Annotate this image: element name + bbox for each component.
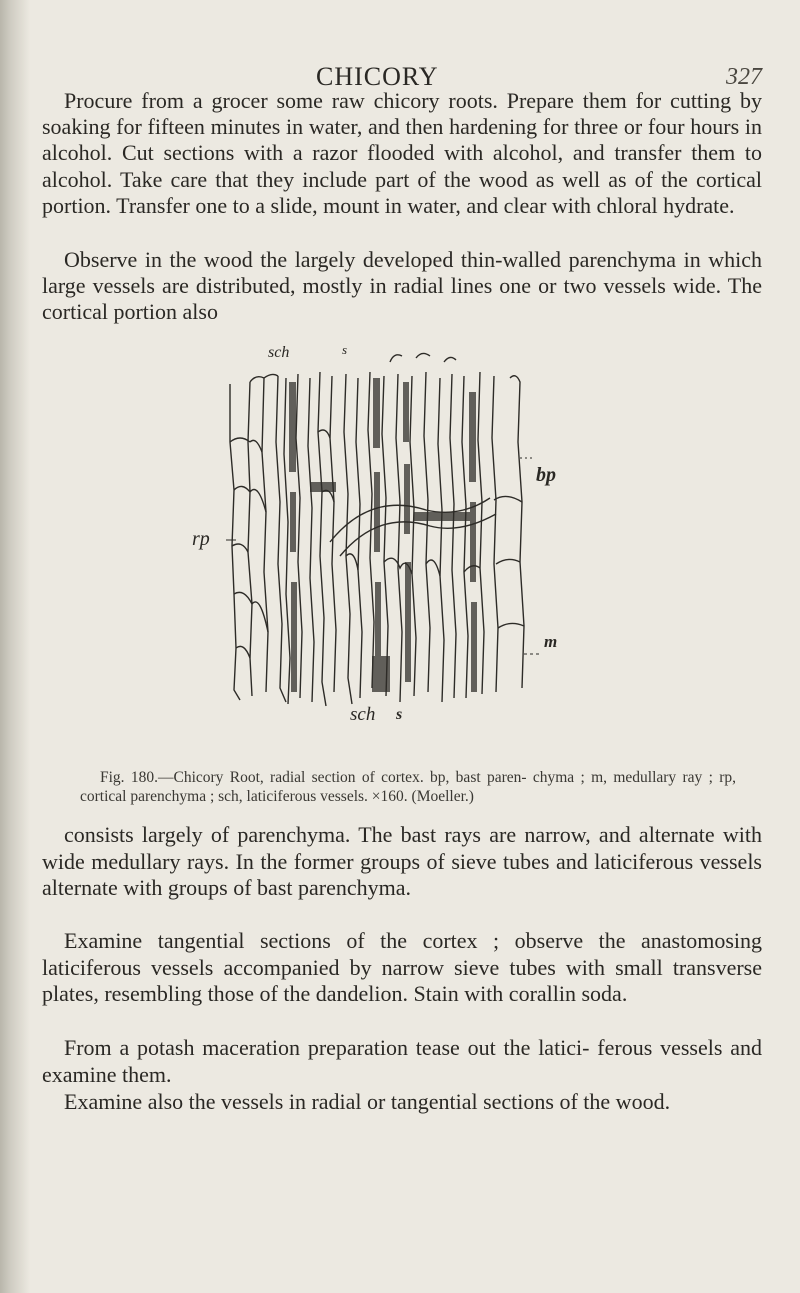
- paragraph-observe: Observe in the wood the largely developed thin-walled parenchyma in which large vessels are distributed, mostly in radial lines one or two vessels wide. The cortical portion also: [42, 247, 762, 325]
- label-rp: rp: [192, 528, 210, 550]
- label-s-top: s: [342, 342, 348, 357]
- paragraph-examine-wood: Examine also the vessels in radial or tangential sections of the wood.: [64, 1089, 671, 1114]
- label-m: m: [544, 632, 558, 651]
- paragraph-parenchyma: consists largely of parenchyma. The bast rays are narrow, and alternate with wide medullary rays. In the former groups of sieve tubes and laticiferous vessels alternate with groups of bast parenchyma.: [42, 822, 762, 900]
- label-sch-bottom: sch: [350, 704, 376, 725]
- paragraph-tangential: Examine tangential sections of the cortex ; observe the anastomosing laticiferous vessels accompanied by narrow sieve tubes with small transverse plates, resembling those of the dandelion. Stain with corallin soda.: [42, 928, 762, 1006]
- label-s-bottom: s: [396, 706, 403, 723]
- label-sch-top: sch: [268, 344, 290, 361]
- page-number: 327: [726, 64, 762, 90]
- cell-drawing: [190, 342, 570, 762]
- paragraph-procure: Procure from a grocer some raw chicory roots. Prepare them for cutting by soaking for fifteen minutes in water, and then hardening for three or four hours in alcohol. Cut sections with a razor flooded with alcohol, and transfer them to alcohol. Take care that they include part of the wood as well as of the cortical portion. Transfer one to a slide, mount in water, and clear with chloral hydrate.: [42, 88, 762, 218]
- paragraph-potash: From a potash maceration preparation tease out the latici- ferous vessels and examine them.: [42, 1035, 762, 1087]
- page-gutter-shadow: [0, 0, 30, 1293]
- running-title: CHICORY: [316, 62, 439, 91]
- figure-chicory-root-section: [190, 342, 570, 762]
- label-bp: bp: [536, 464, 556, 486]
- figure-caption: Fig. 180.—Chicory Root, radial section of cortex. bp, bast paren- chyma ; m, medullary ray ; rp, cortical parenchyma ; sch, laticiferous vessels. ×160. (Moeller.): [80, 769, 736, 805]
